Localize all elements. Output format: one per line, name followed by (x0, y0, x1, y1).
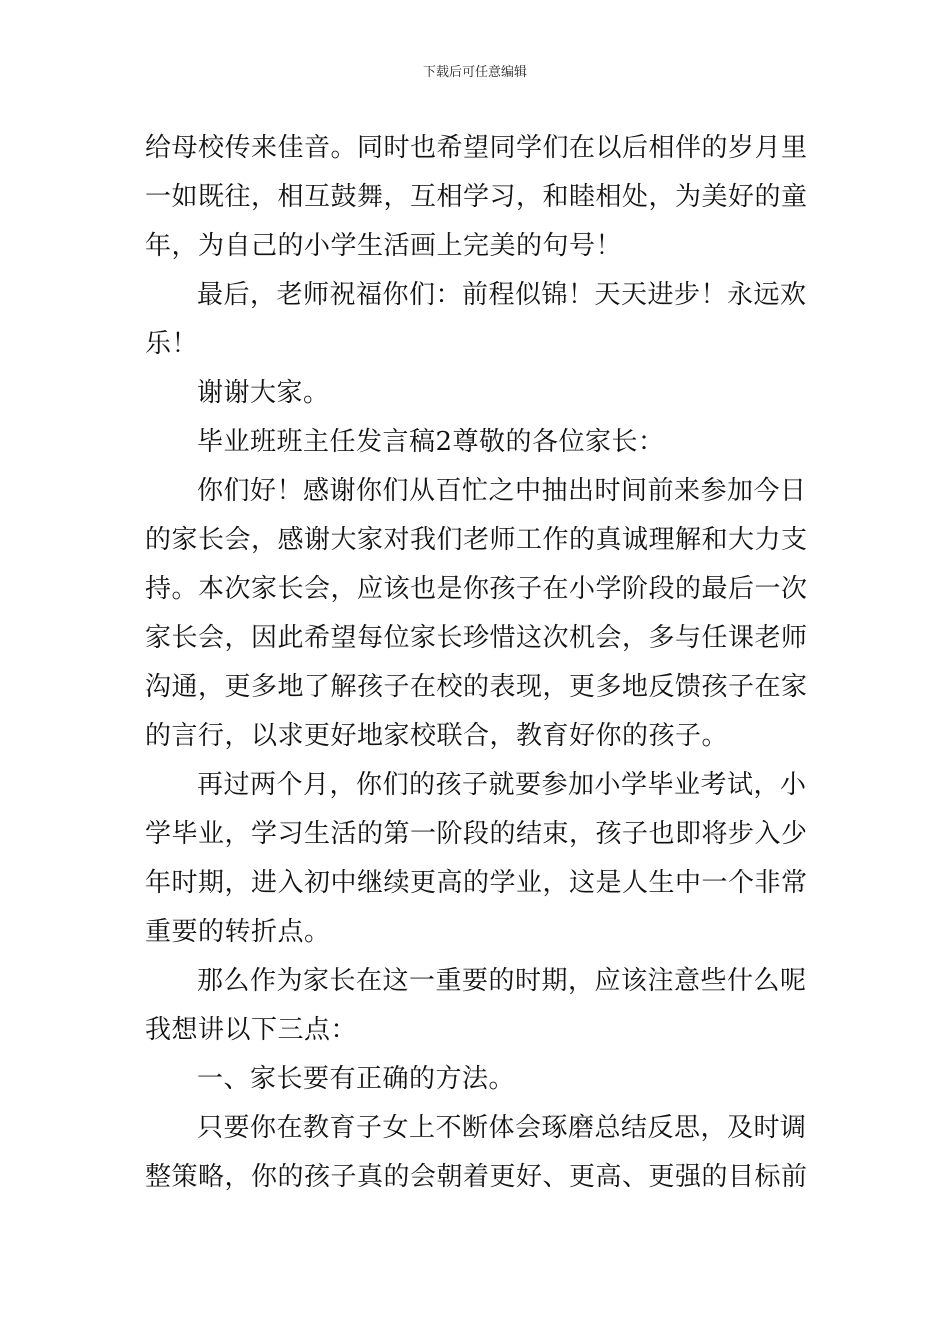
text-line: 家长会，因此希望每位家长珍惜这次机会，多与任课老师 (145, 623, 808, 653)
paragraph (145, 1055, 810, 1104)
section-heading-line: 毕业班班主任发言稿2尊敬的各位家长： (197, 427, 665, 457)
paragraph (145, 271, 810, 369)
text-line: 乐！ (145, 329, 199, 359)
paragraph (145, 957, 810, 1055)
document-body (145, 124, 810, 1202)
paragraph (145, 418, 810, 467)
text-line: 一如既往，相互鼓舞，互相学习，和睦相处，为美好的童 (145, 182, 808, 212)
text-line: 给母校传来佳音。同时也希望同学们在以后相伴的岁月里 (145, 133, 808, 163)
paragraph (145, 467, 810, 761)
text-line: 学毕业，学习生活的第一阶段的结束，孩子也即将步入少 (145, 819, 808, 849)
paragraph (145, 369, 810, 418)
paragraph (145, 761, 810, 957)
text-line: 年，为自己的小学生活画上完美的句号！ (145, 231, 623, 261)
text-line: 那么作为家长在这一重要的时期，应该注意些什么呢 (197, 966, 807, 996)
text-line: 的家长会，感谢大家对我们老师工作的真诚理解和大力支 (145, 525, 808, 555)
text-line: 年时期，进入初中继续更高的学业，这是人生中一个非常 (145, 868, 808, 898)
text-line: 只要你在教育子女上不断体会琢磨总结反思，及时调 (197, 1113, 807, 1143)
text-line: 的言行，以求更好地家校联合，教育好你的孩子。 (145, 721, 729, 751)
text-line: 持。本次家长会，应该也是你孩子在小学阶段的最后一次 (145, 574, 808, 604)
text-line: 整策略，你的孩子真的会朝着更好、更高、更强的目标前 (145, 1162, 808, 1192)
text-line: 我想讲以下三点： (145, 1015, 358, 1045)
text-line: 再过两个月，你们的孩子就要参加小学毕业考试，小 (197, 770, 807, 800)
text-line: 最后，老师祝福你们：前程似锦！天天进步！永远欢 (197, 280, 807, 310)
text-line: 你们好！感谢你们从百忙之中抽出时间前来参加今日 (197, 476, 807, 506)
paragraph (145, 124, 810, 271)
page-header: 下载后可任意编辑 (422, 65, 527, 80)
text-line: 谢谢大家。 (197, 378, 330, 408)
text-line: 重要的转折点。 (145, 917, 331, 947)
paragraph (145, 1104, 810, 1202)
text-line: 沟通，更多地了解孩子在校的表现，更多地反馈孩子在家 (145, 672, 808, 702)
list-heading-line: 一、家长要有正确的方法。 (197, 1064, 516, 1094)
